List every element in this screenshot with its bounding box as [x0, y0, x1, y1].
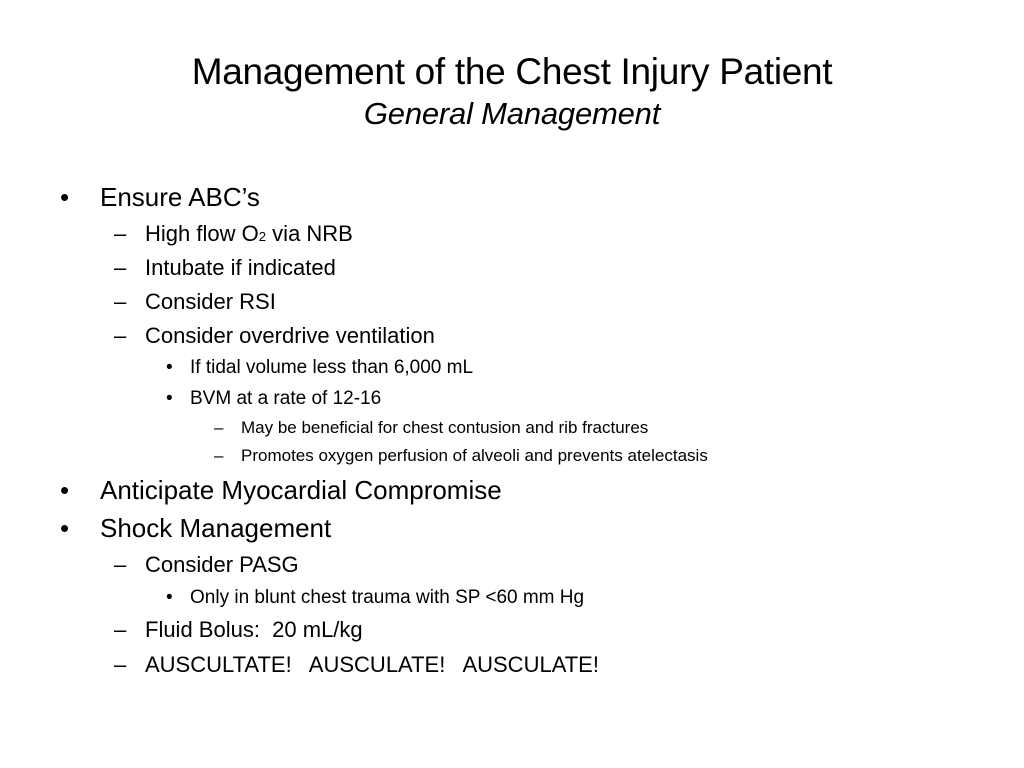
dash-marker: – [114, 617, 127, 642]
bullet-marker: • [166, 357, 173, 378]
list-item-text: AUSCULTATE! AUSCULATE! AUSCULATE! [145, 652, 599, 677]
dash-marker: – [114, 652, 127, 677]
text-part: via NRB [266, 221, 353, 246]
list-item-text: Only in blunt chest trauma with SP <60 mm Hg [190, 587, 585, 608]
list-item-text: Promotes oxygen perfusion of alveoli and prevents atelectasis [241, 446, 708, 465]
list-item-text: Ensure ABC’s [100, 182, 260, 212]
bullet-marker: • [60, 182, 70, 212]
list-item-text: Consider RSI [145, 289, 276, 314]
bullet-marker: • [166, 388, 173, 409]
bullet-marker: • [60, 475, 70, 505]
dash-marker: – [114, 221, 127, 246]
list-item-text: If tidal volume less than 6,000 mL [190, 357, 474, 378]
dash-marker: – [114, 255, 127, 280]
title-block [0, 50, 1024, 134]
dash-marker: – [114, 552, 127, 577]
dash-marker: – [114, 323, 127, 348]
text-part: High flow O [145, 221, 259, 246]
list-item-text: Shock Management [100, 513, 332, 543]
bullet-marker: • [60, 513, 70, 543]
list-item-text: BVM at a rate of 12-16 [190, 388, 382, 409]
list-item-text: Consider PASG [145, 552, 299, 577]
list-item-text: Intubate if indicated [145, 255, 336, 280]
list-item-text: Fluid Bolus: 20 mL/kg [145, 617, 363, 642]
list-item-text: Anticipate Myocardial Compromise [100, 475, 502, 505]
bullet-marker: • [166, 587, 173, 608]
list-item-text: May be beneficial for chest contusion and rib fractures [241, 418, 649, 437]
slide-title: Management of the Chest Injury Patient [191, 51, 833, 92]
dash-marker: – [214, 418, 224, 437]
dash-marker: – [114, 289, 127, 314]
dash-marker: – [214, 446, 224, 465]
subscript: 2 [258, 229, 267, 244]
list-item-text [145, 221, 353, 250]
slide-subtitle: General Management [363, 96, 661, 131]
list-item-text: Consider overdrive ventilation [145, 323, 435, 348]
